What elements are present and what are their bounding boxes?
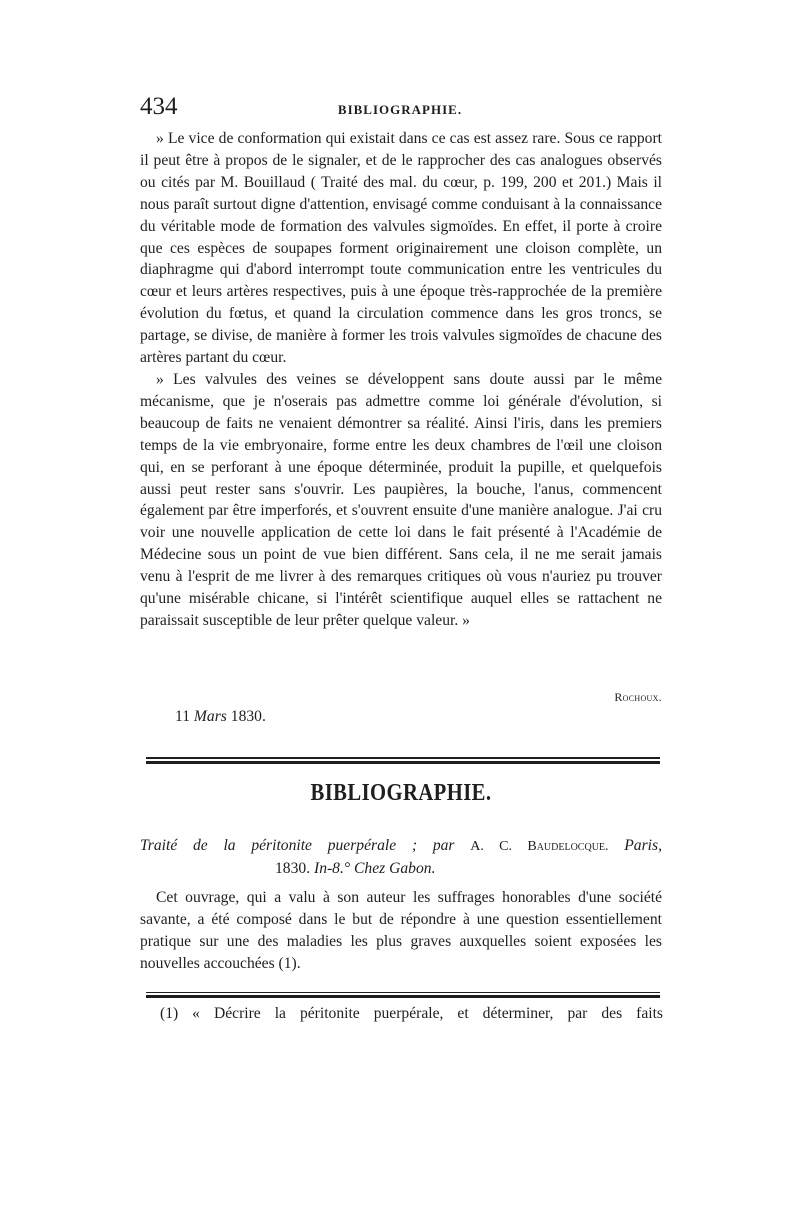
review-paragraph: Cet ouvrage, qui a valu à son auteur les suffrages honorables d'une société savante, a été composé dans le but de répondre à une question essentiellement pratique sur une des maladies les plus graves auxquelles soient exposées les nouvelles accouchées (1). xyxy=(140,889,662,972)
author-prefix: par xyxy=(432,837,455,854)
letter-text xyxy=(140,128,662,632)
letter-paragraph: » Le vice de conformation qui existait dans ce cas est assez rare. Sous ce rapport il peut être à propos de le signaler, et de le rapprocher des cas analogues observés ou cités par M. Bouillaud ( Traité des mal. du cœur, p. 199, 200 et 201.) Mais il nous paraît surtout digne d'attention, envisagé comme conduisant à la connaissance du véritable mode de formation des valvules sigmoïdes. En effet, il porte à croire que ces espèces de soupapes forment originairement une cloison complète, un diaphragme qui d'abord interrompt toute communication entre les ventricules du cœur et leurs artères respectives, puis à une époque très-rapprochée de la première évolution du fœtus, et quand la circulation commence dans les gros troncs, se partage, se divise, de manière à former les trois valvules sigmoïdes de chacune des artères partant du cœur. xyxy=(140,130,662,367)
section-divider xyxy=(146,761,660,764)
page-number: 434 xyxy=(140,93,178,120)
book-title: Traité de la péritonite puerpérale ; xyxy=(140,837,418,854)
date-year: 1830. xyxy=(230,708,266,725)
section-title: BIBLIOGRAPHIE. xyxy=(310,780,492,806)
footnote-divider xyxy=(146,995,660,998)
book-publisher: Chez Gabon. xyxy=(354,860,436,877)
date-day: 11 xyxy=(175,708,191,725)
book-place: Paris, xyxy=(624,837,662,854)
footnote-divider xyxy=(146,992,660,993)
letter-signature: Rochoux. xyxy=(614,690,662,704)
review-heading xyxy=(140,835,662,880)
date-month: Mars xyxy=(193,708,227,725)
letter-date xyxy=(175,708,266,726)
footnote: (1) « Décrire la péritonite puerpérale, et déterminer, par des faits xyxy=(160,1005,663,1022)
book-format: In-8.° xyxy=(314,860,351,877)
book-year: 1830. xyxy=(275,860,311,877)
section-divider xyxy=(146,757,660,759)
running-head xyxy=(140,92,660,122)
running-title: BIBLIOGRAPHIE. xyxy=(337,102,463,117)
review-body xyxy=(140,887,662,975)
book-author: A. C. Baudelocque. xyxy=(470,839,609,854)
letter-paragraph: » Les valvules des veines se développent sans doute aussi par le même mécanisme, que je n'oserais pas admettre comme loi générale d'évolution, si beaucoup de faits ne venaient démontrer sa réalité. Ainsi l'iris, dans les premiers temps de la vie embryonaire, forme entre les deux chambres de l'œil une cloison qui, en se perforant à une époque déterminée, produit la pupille, et quelquefois aussi peut rester sans s'ouvrir. Les paupières, la bouche, l'anus, commencent également par être imperforés, et s'ouvrent ensuite d'une manière analogue. J'ai cru voir une nouvelle application de cette loi dans le fait présenté à l'Académie de Médecine sous un point de vue bien différent. Sans cela, il ne me serait jamais venu à l'esprit de me livrer à des remarques critiques où vous n'auriez pu trouver qu'une misérable chicane, si l'intérêt scientifique auquel elles se rattachent ne paraissait susceptible de leur prêter quelque valeur. » xyxy=(140,370,662,629)
